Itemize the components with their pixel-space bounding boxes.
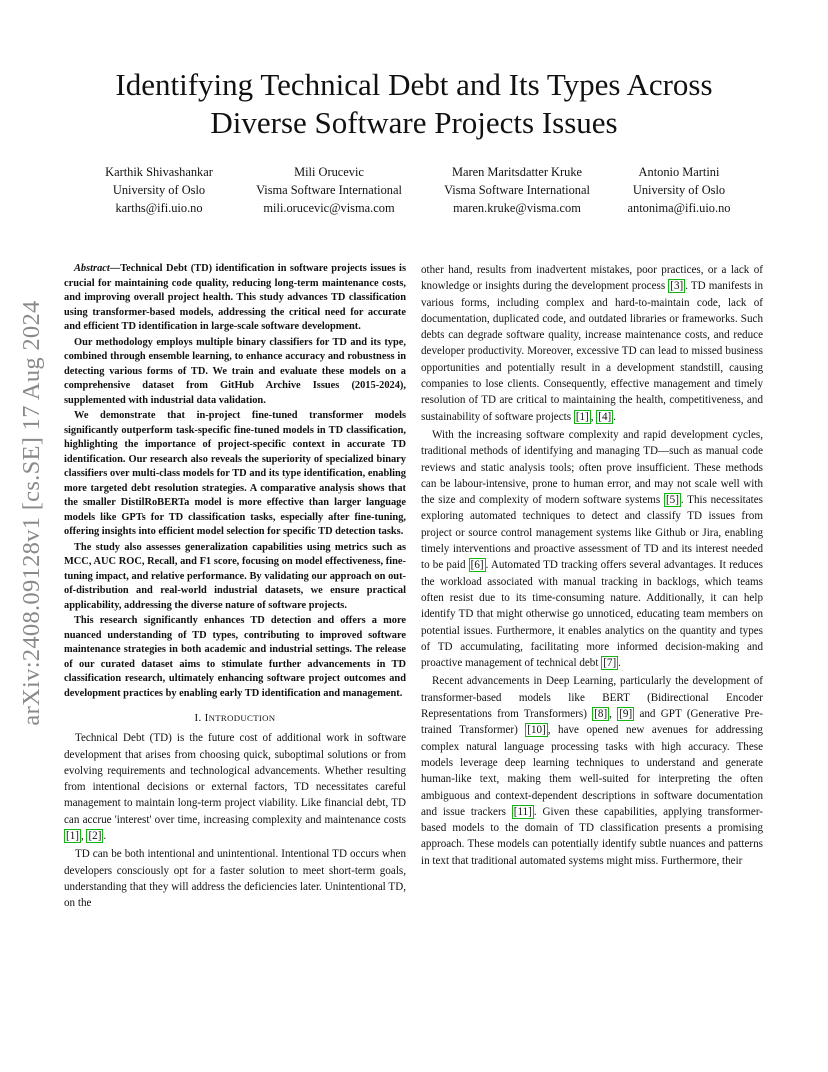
- citation-link[interactable]: [1]: [575, 410, 589, 423]
- arxiv-watermark: [12, 258, 52, 768]
- abstract: [64, 262, 406, 701]
- right-column: [421, 262, 763, 871]
- author-affiliation: University of Oslo: [112, 183, 206, 197]
- arxiv-id: arXiv:2408.09128v1 [cs.SE] 17 Aug 2024: [18, 300, 45, 726]
- title-line-2: Diverse Software Projects Issues: [210, 105, 618, 140]
- author-name: Mili Orucevic: [294, 165, 364, 179]
- citation-link[interactable]: [2]: [88, 830, 102, 843]
- body-paragraph: With the increasing software complexity and rapid development cycles, traditional methods of identifying and managing TD—such as manual code reviews and static analysis tools; often prove insufficient. These methods can be labour-intensive, prone to human error, and may not scale well with the size and complexity of modern software systems [5] . This necessitates exploring automated techniques to detect and classify TD issues from project or source control management systems like Github or Jira, enabling timely interventions and proactive assessment of TD and its interest needed to be paid [6] . Automated TD tracking offers several advantages. It reduces the workload associated with manual tracking in backlogs, which teams often resist due to its time-consuming nature. Additionally, it can help identify TD that might otherwise go unnoticed, educating team members on potential issues. Furthermore, it enables analytics on the quantity and types of TD accumulating, facilitating more informed decision-making and proactive management of technical debt [7] .: [421, 428, 763, 670]
- citation-link[interactable]: [11]: [513, 805, 532, 818]
- abstract-paragraph: This research significantly enhances TD detection and offers a more nuanced understanding of TD types, contributing to improved software maintenance strategies in both academic and industrial settings. The release of our curated dataset aims to stimulate further advancements in TD classification research, ultimately enhancing software project outcomes and development practices by enabling early TD identification and management.: [64, 615, 406, 699]
- citation-link[interactable]: [3]: [670, 280, 684, 293]
- citation-link[interactable]: [6]: [470, 559, 484, 572]
- author-affiliation: Visma Software International: [256, 183, 402, 197]
- abstract-paragraph: We demonstrate that in-project fine-tuned transformer models significantly outperform task-specific fine-tuned models in TD classification, highlighting the importance of project-specific context in accurate TD identification. Our research also reveals the superiority of specialized binary classifiers over multi-class models for TD and its type identification, enabling more targeted debt resolution strategies. A comparative analysis shows that the smaller DistilRoBERTa model is more effective than larger language models like GPTs for TD classification tasks, especially after fine-tuning, offering insights into efficient model selection for specific TD detection tasks.: [64, 410, 406, 537]
- abstract-paragraph: Abstract—Technical Debt (TD) identification in software projects issues is crucial for maintaining code quality, reducing long-term maintenance costs, and improving overall project health. This study advances TD classification using transformer-based models, addressing the critical need for accurate and efficient TD identification in large-scale software development.: [64, 263, 406, 332]
- body-paragraph: TD can be both intentional and unintentional. Intentional TD occurs when developers consciously opt for a faster solution to meet short-term goals, understanding that they will address the deficiencies later. Unintentional TD, on the: [64, 848, 406, 910]
- citation-link[interactable]: [9]: [619, 708, 633, 721]
- body-paragraph: other hand, results from inadvertent mistakes, poor practices, or a lack of knowledge or insights during the development process [3] . TD manifests in various forms, including complex and hard-to-maintain code, lack of documentation, duplicated code, and outdated libraries or frameworks. Such debts can degrade software quality, increase maintenance costs, and reduce developer productivity. Moreover, excessive TD can lead to missed business opportunities and potentially result in a development standstill, causing companies to lose clients. Consequently, effective management and timely resolution of TD are critical to maintaining the health, competitiveness, and sustainability of software projects [1] , [4] .: [421, 264, 763, 423]
- author-name: Karthik Shivashankar: [105, 165, 213, 179]
- abstract-paragraph: The study also assesses generalization capabilities using metrics such as MCC, AUC ROC, Recall, and F1 score, focusing on model effectiveness, fine-tuning impact, and relative performance. By validating our approach on out-of-distribution and real-world industrial datasets, we ensure practical applicability, addressing the diverse nature of software projects.: [64, 541, 406, 611]
- author-affiliation: Visma Software International: [444, 183, 590, 197]
- abstract-label: Abstract: [74, 263, 110, 274]
- citation-link[interactable]: [8]: [594, 708, 608, 721]
- citation-link[interactable]: [4]: [598, 410, 612, 423]
- author-affiliation: University of Oslo: [632, 183, 726, 197]
- abstract-paragraph: Our methodology employs multiple binary classifiers for TD and its type, combined through ensemble learning, to enhance accuracy and robustness in detecting various forms of TD. We train and evaluate these models on a comprehensive dataset from GitHub Archive Issues (2015-2024), supplemented with industrial data validation.: [64, 336, 406, 406]
- section-heading-introduction: I. INTRODUCTION: [194, 712, 276, 724]
- author-4: [579, 163, 779, 217]
- author-2: [229, 163, 429, 217]
- title-line-1: Identifying Technical Debt and Its Types Across: [115, 67, 713, 102]
- citation-link[interactable]: [5]: [665, 494, 679, 507]
- author-block: [0, 163, 828, 219]
- author-email: antonima@ifi.uio.no: [627, 201, 731, 215]
- author-email: mili.orucevic@visma.com: [263, 201, 395, 215]
- citation-link[interactable]: [1]: [66, 830, 79, 843]
- author-name: Maren Maritsdatter Kruke: [451, 165, 583, 179]
- author-email: karths@ifi.uio.no: [115, 201, 203, 215]
- author-name: Antonio Martini: [638, 165, 720, 179]
- body-paragraph: Technical Debt (TD) is the future cost of additional work in software development that arises from choosing quick, suboptimal solutions or from evolving requirements and technological advancements. Whether resulting from intentional decisions or external factors, TD necessitates careful management to maintain long-term project viability. Like financial debt, TD can accrue 'interest' over time, increasing complexity and maintenance costs [1] , [2] .: [64, 732, 406, 843]
- paper-title: [60, 66, 768, 142]
- citation-link[interactable]: [10]: [527, 724, 546, 737]
- author-email: maren.kruke@visma.com: [453, 201, 581, 215]
- body-paragraph: Recent advancements in Deep Learning, particularly the development of transformer-based models like BERT (Bidirectional Encoder Representations from Transformers) [8] , [9] and GPT (Generative Pre-trained Transformer) [10] , have opened new avenues for addressing complex natural language processing tasks with high accuracy. These models leverage deep learning techniques to understand and generate human-like text, making them well-suited for interpreting the often ambiguous and context-dependent descriptions in software documentation and issue trackers [11] . Given these capabilities, applying transformer-based models to the domain of TD classification presents a promising approach. These models can potentially identify subtle nuances and patterns in text that traditional automated systems might miss. Furthermore, their: [421, 675, 763, 867]
- citation-link[interactable]: [7]: [603, 657, 617, 670]
- left-column: [64, 262, 406, 914]
